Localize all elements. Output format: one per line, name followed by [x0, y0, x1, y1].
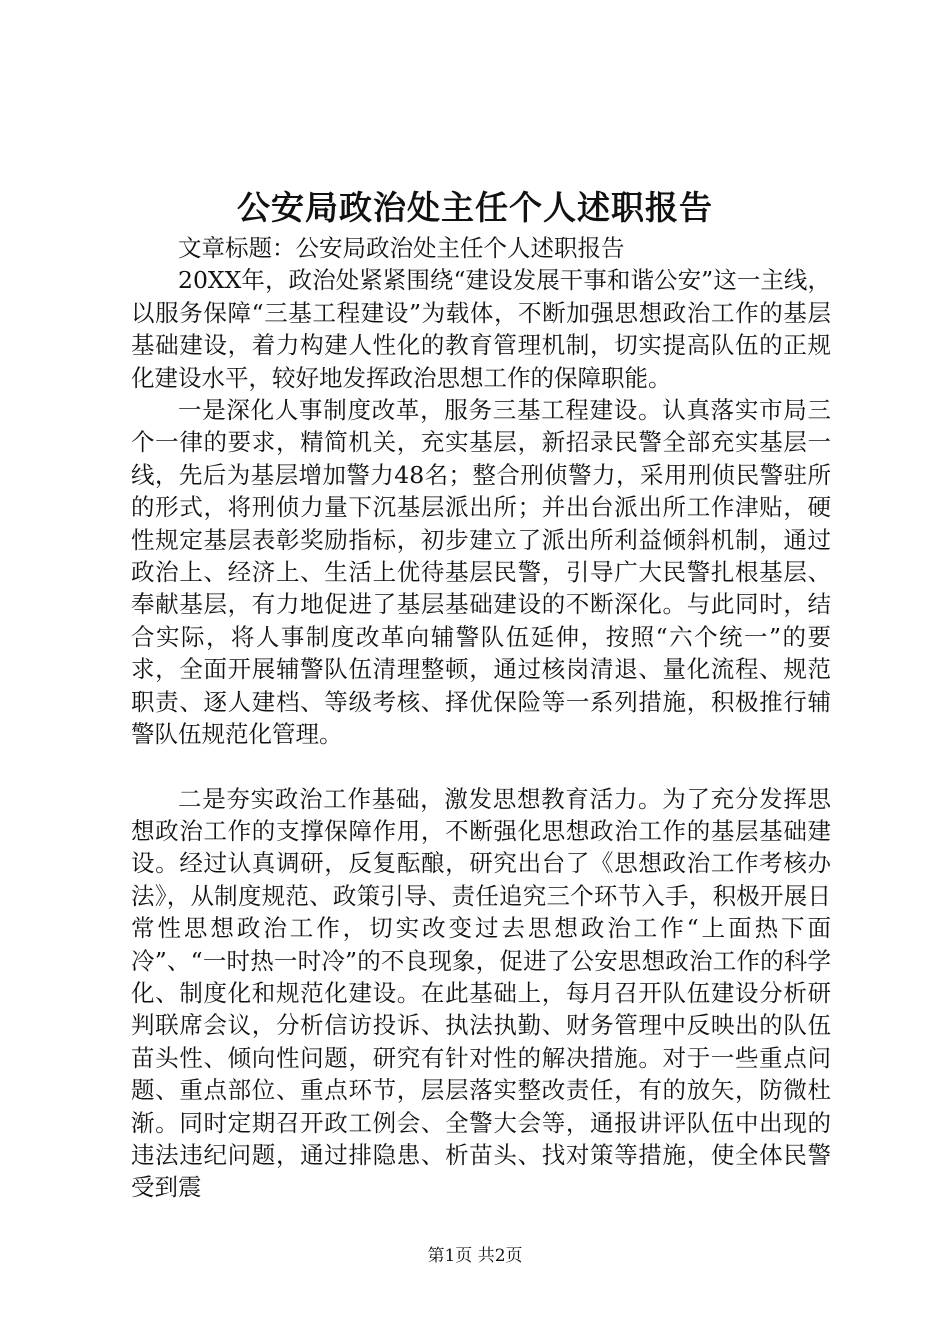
paragraph-point-two: 二是夯实政治工作基础，激发思想教育活力。为了充分发挥思想政治工作的支撑保障作用，不断强化思想政治工作的基层基础建设。经过认真调研，反复酝酿，研究出台了《思想政治工作考核办法》，从制度规范、政策引导、责任追究三个环节入手，积极开展日常性思想政治工作，切实改变过去思想政治工作“上面热下面冷”、“一时热一时冷”的不良现象，促进了公安思想政治工作的科学化、制度化和规范化建设。在此基础上，每月召开队伍建设分析研判联席会议，分析信访投诉、执法执勤、财务管理中反映出的队伍苗头性、倾向性问题，研究有针对性的解决措施。对于一些重点问题、重点部位、重点环节，层层落实整改责任，有的放矢，防微杜渐。同时定期召开政工例会、全警大会等，通报讲评队伍中出现的违法违纪问题，通过排隐患、析苗头、找对策等措施，使全体民警受到震 [131, 784, 831, 1202]
page-number-footer: 第1页 共2页 [427, 1246, 523, 1266]
paragraph-article-title: 文章标题：公安局政治处主任个人述职报告 [178, 234, 625, 262]
document-body [131, 232, 831, 1204]
paragraph-intro: 20XX年，政治处紧紧围绕“建设发展干事和谐公安”这一主线，以服务保障“三基工程建设”为载体，不断加强思想政治工作的基层基础建设，着力构建人性化的教育管理机制，切实提高队伍的正规化建设水平，较好地发挥政治思想工作的保障职能。 [131, 266, 831, 392]
document-title: 公安局政治处主任个人述职报告 [237, 188, 713, 227]
paragraph-point-one: 一是深化人事制度改革，服务三基工程建设。认真落实市局三个一律的要求，精简机关，充实基层，新招录民警全部充实基层一线，先后为基层增加警力48名；整合刑侦警力，采用刑侦民警驻所的形式，将刑侦力量下沉基层派出所；并出台派出所工作津贴，硬性规定基层表彰奖励指标，初步建立了派出所利益倾斜机制，通过政治上、经济上、生活上优待基层民警，引导广大民警扎根基层、奉献基层，有力地促进了基层基础建设的不断深化。与此同时，结合实际，将人事制度改革向辅警队伍延伸，按照“六个统一”的要求，全面开展辅警队伍清理整顿，通过核岗清退、量化流程、规范职责、逐人建档、等级考核、择优保险等一系列措施，积极推行辅警队伍规范化管理。 [131, 396, 831, 749]
